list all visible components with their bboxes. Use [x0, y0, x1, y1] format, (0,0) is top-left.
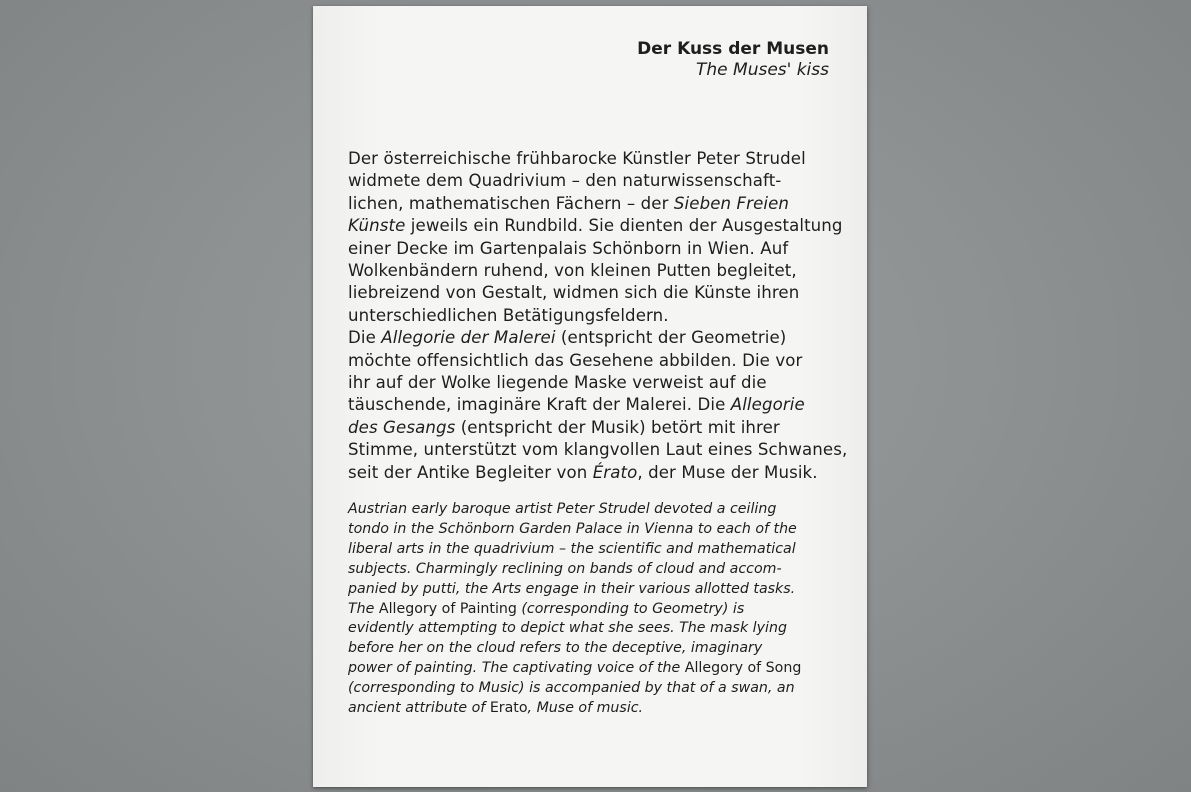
german-text-line — [348, 170, 848, 192]
text-segment: , der Muse der Musik. — [637, 462, 818, 482]
emphasized-text: Erato — [489, 700, 528, 717]
text-segment: subjects. Charmingly reclining on bands of cloud and accom- — [348, 560, 782, 577]
text-segment: before her on the cloud refers to the deceptive, imaginary — [348, 640, 763, 657]
text-segment: Austrian early baroque artist Peter Strudel devoted a ceiling — [348, 501, 777, 517]
german-text-line — [348, 238, 848, 260]
text-segment: seit der Antike Begleiter von — [348, 462, 593, 482]
emphasized-text: Allegory of Song — [684, 660, 802, 677]
text-segment: (corresponding to Geometry) is — [516, 600, 745, 617]
german-description — [348, 148, 848, 484]
emphasized-text: Künste — [348, 216, 406, 236]
text-segment: liebreizend von Gestalt, widmen sich die Künste ihren — [348, 283, 800, 303]
german-text-line — [348, 282, 848, 304]
text-segment: möchte offensichtlich das Gesehene abbilden. Die vor — [348, 350, 803, 370]
text-segment: (corresponding to Music) is accompanied by that of a swan, an — [348, 680, 795, 697]
english-text-line — [348, 679, 848, 699]
emphasized-text: Sieben Freien — [673, 193, 790, 213]
german-text-line — [348, 417, 848, 439]
german-text-line — [348, 193, 848, 215]
title-german: Der Kuss der Musen — [637, 39, 829, 59]
text-segment: lichen, mathematischen Fächern – der — [348, 193, 674, 213]
german-text-line — [348, 350, 848, 372]
text-segment: jeweils ein Rundbild. Sie dienten der Ausgestaltung — [405, 216, 843, 236]
text-segment: Die — [348, 328, 382, 348]
text-segment: unterschiedlichen Betätigungsfeldern. — [348, 305, 669, 325]
german-text-line — [348, 260, 848, 282]
german-text-line — [348, 327, 848, 349]
english-text-line — [348, 619, 848, 639]
emphasized-text: Allegorie — [730, 395, 805, 415]
text-segment: einer Decke im Gartenpalais Schönborn in Wien. Auf — [348, 238, 789, 258]
german-text-line — [348, 462, 848, 484]
english-text-line — [348, 639, 848, 659]
english-text-line — [348, 540, 848, 560]
label-titles — [637, 39, 829, 81]
emphasized-text: des Gesangs — [348, 417, 456, 437]
emphasized-text: Allegorie der Malerei — [381, 328, 556, 348]
emphasized-text: Allegory of Painting — [378, 600, 517, 617]
text-segment: The — [348, 600, 379, 617]
text-segment: ancient attribute of — [348, 700, 490, 717]
text-segment: Der österreichische frühbarocke Künstler Peter Strudel — [348, 149, 806, 168]
text-segment: täuschende, imaginäre Kraft der Malerei. Die — [348, 395, 731, 415]
text-segment: (entspricht der Musik) betört mit ihrer — [455, 417, 780, 437]
english-text-line — [348, 600, 848, 620]
text-segment: widmete dem Quadrivium – den naturwissenschaft- — [348, 171, 782, 191]
text-segment: tondo in the Schönborn Garden Palace in Vienna to each of the — [348, 520, 797, 537]
emphasized-text: Érato — [592, 462, 638, 482]
text-segment: ihr auf der Wolke liegende Maske verweist auf die — [348, 373, 767, 393]
text-segment: Stimme, unterstützt vom klangvollen Laut eines Schwanes, — [348, 440, 848, 460]
text-segment: evidently attempting to depict what she sees. The mask lying — [348, 620, 787, 637]
english-text-line — [348, 500, 848, 520]
text-segment: (entspricht der Geometrie) — [555, 328, 787, 348]
german-text-line — [348, 215, 848, 237]
german-text-line — [348, 305, 848, 327]
german-text-line — [348, 372, 848, 394]
text-segment: Wolkenbändern ruhend, von kleinen Putten begleitet, — [348, 261, 797, 281]
museum-label-card — [313, 6, 867, 787]
title-english: The Muses' kiss — [696, 60, 829, 80]
text-segment: liberal arts in the quadrivium – the scientific and mathematical — [348, 540, 796, 557]
english-text-line — [348, 520, 848, 540]
german-text-line — [348, 394, 848, 416]
text-segment: power of painting. The captivating voice of the — [348, 660, 685, 677]
english-text-line — [348, 659, 848, 679]
english-text-line — [348, 560, 848, 580]
english-text-line — [348, 580, 848, 600]
text-segment: , Muse of music. — [527, 700, 644, 717]
text-segment: panied by putti, the Arts engage in their various allotted tasks. — [348, 580, 796, 597]
german-text-line — [348, 439, 848, 461]
english-text-line — [348, 699, 848, 719]
german-text-line — [348, 148, 848, 170]
english-description — [348, 500, 848, 719]
